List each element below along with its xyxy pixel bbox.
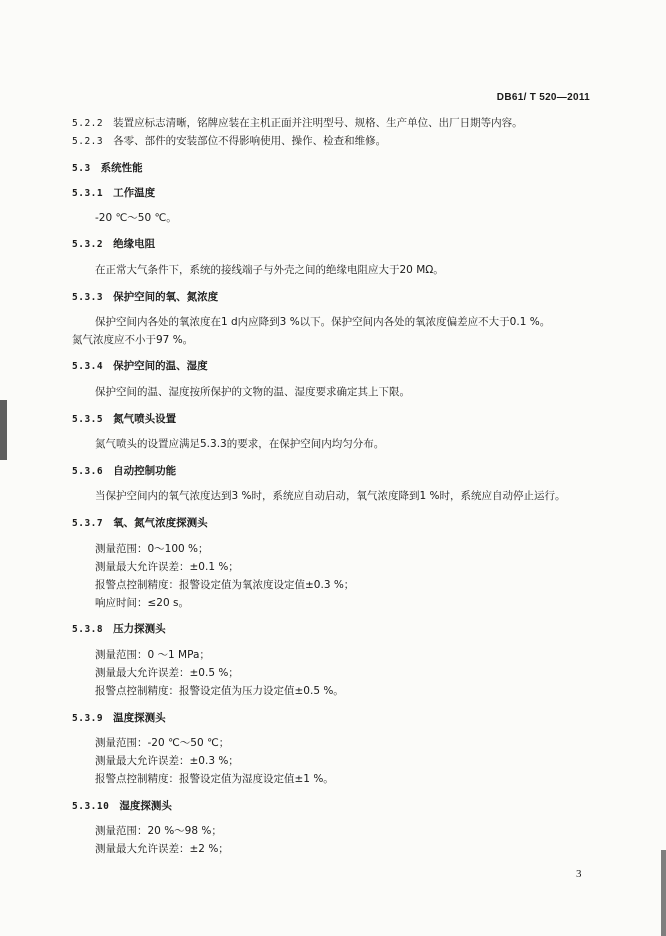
paragraph: 氮气喷头的设置应满足5.3.3的要求，在保护空间内均匀分布。 — [95, 438, 385, 450]
clause-number: 5.3.1 — [72, 188, 104, 199]
clause-title: 保护空间的温、湿度 — [113, 360, 208, 372]
clause-title: 氧、氮气浓度探测头 — [113, 517, 208, 529]
spec-line: 报警点控制精度：报警设定值为氧浓度设定值±0.3 %； — [95, 579, 355, 591]
paragraph: 保护空间的温、湿度按所保护的文物的温、湿度要求确定其上下限。 — [95, 386, 410, 398]
heading-5-3-9 — [72, 711, 166, 726]
scan-edge-mark-right — [661, 850, 666, 936]
heading-5-3-1 — [72, 186, 155, 201]
spec-line: 测量最大允许误差：±0.1 %； — [95, 561, 239, 573]
spec-line: 测量范围：20 %～98 %； — [95, 825, 222, 837]
clause-number: 5.3.9 — [72, 713, 104, 724]
heading-5-3-7 — [72, 516, 208, 531]
clause-title: 保护空间的氧、氮浓度 — [113, 291, 219, 303]
heading-5-3-8 — [72, 622, 166, 637]
clause-number: 5.3.10 — [72, 801, 110, 812]
heading-5-3-2 — [72, 237, 155, 252]
document-code: DB61/ T 520—2011 — [496, 92, 590, 103]
paragraph-continuation: 氮气浓度应不小于97 %。 — [72, 334, 194, 346]
spec-line: 测量最大允许误差：±0.5 %； — [95, 667, 239, 679]
spec-line: 报警点控制精度：报警设定值为压力设定值±0.5 %。 — [95, 685, 344, 697]
clause-title: 氮气喷头设置 — [113, 413, 177, 425]
clause-text: 装置应标志清晰，铭牌应装在主机正面并注明型号、规格、生产单位、出厂日期等内容。 — [113, 117, 523, 129]
paragraph: 当保护空间内的氧气浓度达到3 %时，系统应自动启动，氧气浓度降到1 %时，系统应自动停止运行。 — [95, 490, 566, 502]
clause-title: 工作温度 — [113, 187, 156, 199]
spec-line: 测量范围：0 ～1 MPa； — [95, 649, 210, 661]
spec-line: 响应时间：≤20 s。 — [95, 597, 189, 609]
clause-number: 5.3.4 — [72, 361, 104, 372]
section-heading-5-3 — [72, 161, 143, 176]
clause-title: 自动控制功能 — [113, 465, 177, 477]
section-title: 系统性能 — [100, 162, 143, 174]
clause-number: 5.3.6 — [72, 466, 104, 477]
spec-line: 测量最大允许误差：±0.3 %； — [95, 755, 239, 767]
page-number: 3 — [576, 868, 582, 880]
spec-line: 测量最大允许误差：±2 %； — [95, 843, 229, 855]
paragraph: 在正常大气条件下，系统的接线端子与外壳之间的绝缘电阻应大于20 MΩ。 — [95, 264, 444, 276]
clause-number: 5.3.2 — [72, 239, 104, 250]
clause-number: 5.3.5 — [72, 414, 104, 425]
heading-5-3-6 — [72, 464, 176, 479]
scan-edge-mark — [0, 400, 7, 460]
heading-5-3-3 — [72, 290, 218, 305]
clause-5-2-2 — [72, 116, 523, 131]
clause-number: 5.2.3 — [72, 136, 104, 147]
clause-title: 绝缘电阻 — [113, 238, 156, 250]
clause-number: 5.2.2 — [72, 118, 104, 129]
spec-line: 报警点控制精度：报警设定值为湿度设定值±1 %。 — [95, 773, 334, 785]
heading-5-3-5 — [72, 412, 176, 427]
spec-line: 测量范围：-20 ℃～50 ℃； — [95, 737, 230, 749]
heading-5-3-10 — [72, 799, 172, 814]
clause-title: 压力探测头 — [113, 623, 166, 635]
clause-number: 5.3.7 — [72, 518, 104, 529]
clause-number: 5.3.3 — [72, 292, 104, 303]
clause-text: 各零、部件的安装部位不得影响使用、操作、检查和维修。 — [113, 135, 387, 147]
clause-5-2-3 — [72, 134, 386, 149]
paragraph: 保护空间内各处的氧浓度在1 d内应降到3 %以下。保护空间内各处的氧浓度偏差应不大于0.1 %。 — [95, 316, 551, 328]
clause-title: 湿度探测头 — [119, 800, 172, 812]
section-number: 5.3 — [72, 163, 91, 174]
clause-number: 5.3.8 — [72, 624, 104, 635]
spec-line: 测量范围：0～100 %； — [95, 543, 209, 555]
clause-title: 温度探测头 — [113, 712, 166, 724]
heading-5-3-4 — [72, 359, 208, 374]
paragraph: -20 ℃～50 ℃。 — [95, 212, 177, 224]
